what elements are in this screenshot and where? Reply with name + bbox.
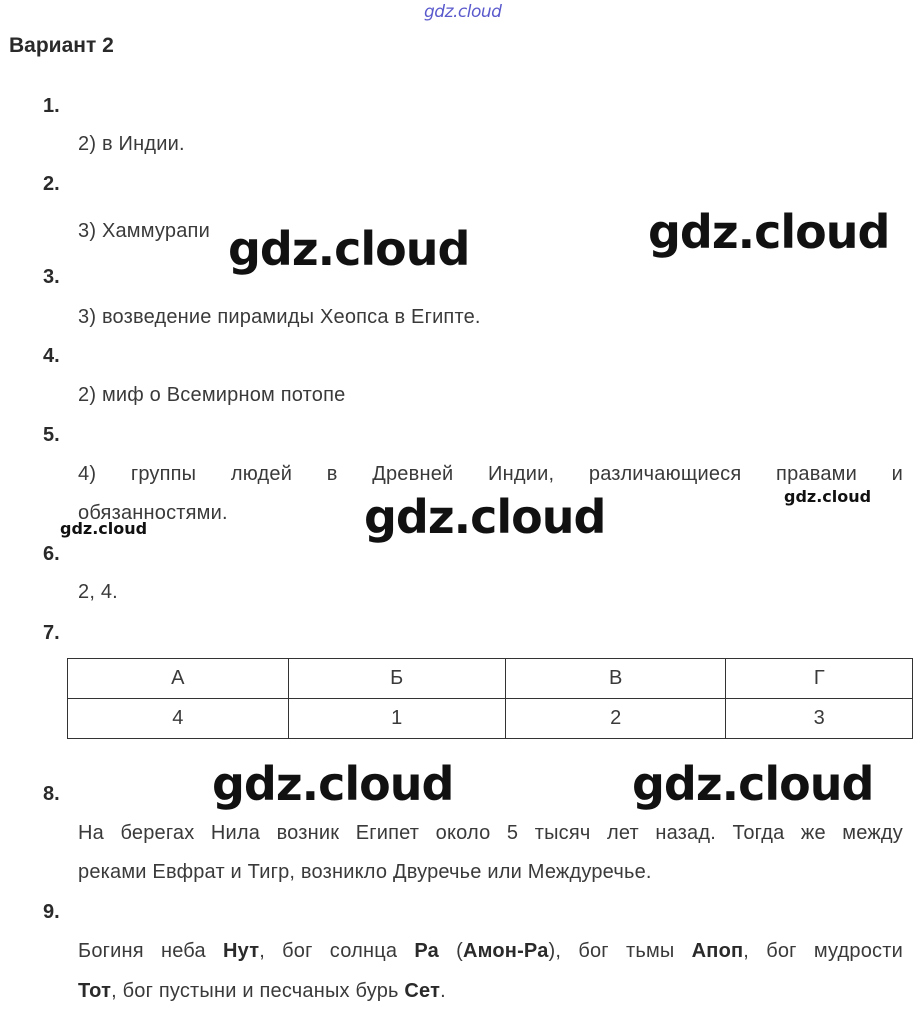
answer-2: 3) Хаммурапи <box>78 220 210 242</box>
answer-5-line-2: обязанностями. <box>78 502 228 524</box>
question-number-7: 7. <box>43 622 60 644</box>
q9-text: Богиня неба <box>78 940 223 962</box>
match-table-value-row <box>68 699 913 739</box>
match-table-header-cell: А <box>68 659 289 699</box>
answer-9-line-1 <box>78 940 903 963</box>
watermark: gdz.cloud <box>784 487 872 506</box>
question-number-8: 8. <box>43 783 60 805</box>
match-table-value-cell: 4 <box>68 699 289 739</box>
watermark: gdz.cloud <box>364 490 606 544</box>
answer-5-line-1: 4) группы людей в Древней Индии, различающиеся правами и <box>78 463 903 485</box>
watermark: gdz.cloud <box>632 757 874 811</box>
q9-text: ), бог тьмы <box>548 940 692 962</box>
match-table-header-cell: Г <box>726 659 913 699</box>
q9-bold-apop: Апоп <box>691 940 744 962</box>
question-number-9: 9. <box>43 901 60 923</box>
q9-bold-ra: Ра <box>414 940 439 962</box>
watermark: gdz.cloud <box>212 757 454 811</box>
match-table-header-row <box>68 659 913 699</box>
question-number-4: 4. <box>43 345 60 367</box>
match-table-value-cell: 1 <box>288 699 505 739</box>
watermark: gdz.cloud <box>60 519 148 538</box>
match-table-header-cell: В <box>505 659 726 699</box>
answer-6: 2, 4. <box>78 581 118 603</box>
q9-text: . <box>440 980 446 1002</box>
question-number-6: 6. <box>43 543 60 565</box>
answer-9-line-2 <box>78 980 446 1003</box>
answer-1: 2) в Индии. <box>78 133 185 155</box>
match-table-value-cell: 2 <box>505 699 726 739</box>
watermark: gdz.cloud <box>228 222 470 276</box>
q9-text: , бог пустыни и песчаных бурь <box>111 980 405 1002</box>
question-number-5: 5. <box>43 424 60 446</box>
q9-bold-amon-ra: Амон-Ра <box>463 940 549 962</box>
variant-title: Вариант 2 <box>9 34 114 57</box>
q9-text: , бог мудрости <box>743 940 903 962</box>
q9-text: ( <box>438 940 463 962</box>
question-number-2: 2. <box>43 173 60 195</box>
watermark-top: gdz.cloud <box>424 2 502 22</box>
q9-bold-set: Сет <box>404 980 441 1002</box>
match-table-header-cell: Б <box>288 659 505 699</box>
question-number-3: 3. <box>43 266 60 288</box>
question-number-1: 1. <box>43 95 60 117</box>
answer-3: 3) возведение пирамиды Хеопса в Египте. <box>78 306 481 328</box>
answer-4: 2) миф о Всемирном потопе <box>78 384 346 406</box>
watermark: gdz.cloud <box>648 205 890 259</box>
match-table-value-cell: 3 <box>726 699 913 739</box>
answer-8-line-2: реками Евфрат и Тигр, возникло Двуречье или Междуречье. <box>78 861 652 883</box>
match-table <box>67 658 913 739</box>
answer-8-line-1: На берегах Нила возник Египет около 5 тысяч лет назад. Тогда же между <box>78 822 903 844</box>
q9-bold-nut: Нут <box>223 940 260 962</box>
q9-bold-tot: Тот <box>78 980 112 1002</box>
q9-text: , бог солнца <box>259 940 415 962</box>
